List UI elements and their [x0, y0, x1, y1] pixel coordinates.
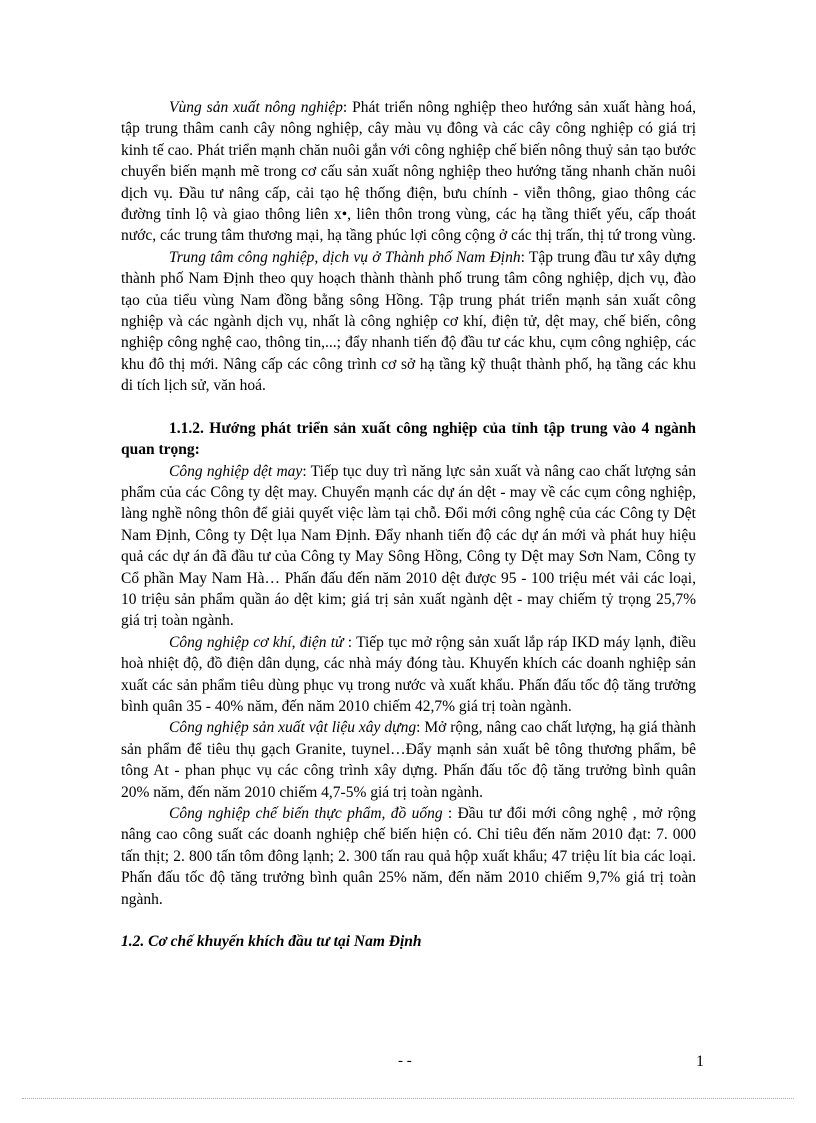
paragraph-text: : Đầu tư đổi mới công nghệ , mở rộng nâng cao công suất các doanh nghiệp chế biến hiện có. Chỉ tiêu đến năm 2010 đạt: 7. 000 tấn thịt; 2. 800 tấn tôm đông lạnh; 2. 300 tấn rau quả hộp xuất khẩu; 47 triệu lít bia các loại. Phấn đấu tốc độ tăng trưởng bình quân 25% năm, đến năm 2010 chiếm 9,7% giá trị toàn ngành. — [121, 805, 696, 908]
paragraph-text: : Tiếp tục duy trì năng lực sản xuất và nâng cao chất lượng sản phẩm của các Công ty dệt may. Chuyển mạnh các dự án dệt - may về các cụm công nghiệp, làng nghề nông thôn để giải quyết việc làm tại chỗ. Đổi mới công nghệ của các Công ty Dệt Nam Định, Công ty Dệt lụa Nam Định. Đẩy nhanh tiến độ các dự án mới và phát huy hiệu quả các dự án đã đầu tư của Công ty May Sông Hồng, Công ty Dệt may Sơn Nam, Công ty Cổ phần May Nam Hà… Phấn đấu đến năm 2010 dệt được 95 - 100 triệu mét vải các loại, 10 triệu sản phẩm quần áo dệt kim; giá trị sản xuất ngành dệt - may chiếm tỷ trọng 25,7% giá trị toàn ngành. — [121, 462, 696, 630]
paragraph-text: : Tập trung đầu tư xây dựng thành phố Nam Định theo quy hoạch thành thành phố trung tâm công nghiệp, dịch vụ, đào tạo của tiểu vùng Nam đồng bằng sông Hồng. Tập trung phát triển mạnh sản xuất công nghiệp và các ngành dịch vụ, nhất là công nghiệp cơ khí, điện tử, dệt may, chế biến, công nghiệp công nghệ cao, thông tin,...; đẩy nhanh tiến độ đầu tư các khu, cụm công nghiệp, các khu đô thị mới. Nâng cấp các công trình cơ sở hạ tầng kỹ thuật thành phố, hạ tầng các khu di tích lịch sử, văn hoá. — [121, 248, 696, 395]
paragraph-lead: Công nghiệp dệt may — [169, 462, 303, 480]
paragraph-text: : Tiếp tục mở rộng sản xuất lắp ráp IKD máy lạnh, điều hoà nhiệt độ, đồ điện dân dụng, các nhà máy đóng tàu. Khuyến khích các doanh nghiệp sản xuất các sản phẩm tiêu dùng phục vụ trong nước và xuất khẩu. Phấn đấu tốc độ tăng trưởng bình quân 35 - 40% năm, đến năm 2010 chiếm 42,7% giá trị toàn ngành. — [121, 633, 697, 715]
paragraph-text: : Mở rộng, nâng cao chất lượng, hạ giá thành sản phẩm để tiêu thụ gạch Granite, tuynel…Đẩy mạnh sản xuất bê tông thương phẩm, bê tông At - phan phục vụ các công trình xây dựng. Phấn đấu tốc độ tăng trưởng bình quân 20% năm, đến năm 2010 chiếm 4,7-5% giá trị toàn ngành. — [121, 719, 696, 801]
paragraph-lead: Công nghiệp chế biến thực phẩm, đồ uống — [169, 805, 443, 822]
page-number: 1 — [696, 1053, 704, 1070]
paragraph-lead: Vùng sản xuất nông nghiệp — [169, 99, 343, 116]
paragraph-lead: Công nghiệp cơ khí, điện tử — [169, 633, 344, 651]
paragraph-food-processing — [121, 803, 696, 910]
footer-divider — [22, 1098, 794, 1099]
paragraph-lead: Công nghiệp sản xuất vật liệu xây dựng — [169, 719, 417, 737]
paragraph-city-center — [121, 247, 696, 397]
subsection-heading: 1.2. Cơ chế khuyến khích đầu tư tại Nam Định — [121, 933, 422, 951]
section-heading: 1.1.2. Hướng phát triển sản xuất công nghiệp của tỉnh tập trung vào 4 ngành quan trọng: — [121, 419, 696, 459]
paragraph-text: : Phát triển nông nghiệp theo hướng sản xuất hàng hoá, tập trung thâm canh cây nông nghiệp, cây màu vụ đông và các cây công nghiệp có giá trị kinh tế cao. Phát triển mạnh chăn nuôi gắn với công nghiệp chế biến nông thuỷ sản tạo bước chuyển biến mạnh mẽ trong cơ cấu sản xuất nông nghiệp theo hướng tăng nhanh chăn nuôi dịch vụ. Đầu tư nâng cấp, cải tạo hệ thống điện, bưu chính - viễn thông, giao thông các đường tỉnh lộ và giao thông liên x•, liên thôn trong vùng, các hạ tầng thiết yếu, cấp thoát nước, các trung tâm thương mại, hạ tầng phúc lợi công cộng ở các thị trấn, thị tứ trong vùng. — [121, 99, 697, 245]
paragraph-agriculture — [121, 97, 696, 247]
document-body — [121, 97, 696, 952]
paragraph-textile — [121, 461, 696, 632]
paragraph-mechanical — [121, 632, 696, 718]
footer-mark: - - — [398, 1053, 412, 1069]
paragraph-construction-materials — [121, 717, 696, 803]
paragraph-lead: Trung tâm công nghiệp, dịch vụ ở Thành phố Nam Định — [169, 248, 521, 266]
